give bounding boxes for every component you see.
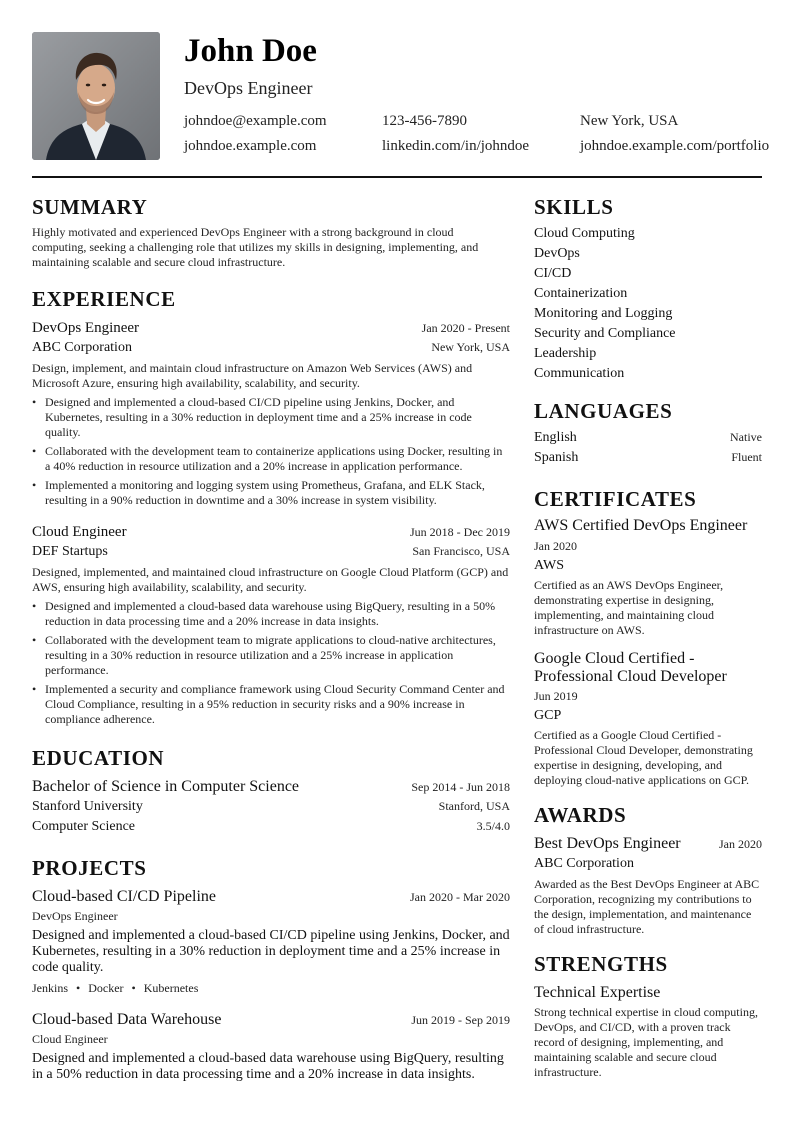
projects-section xyxy=(32,855,510,1083)
project-description: Designed and implemented a cloud-based CI/CD pipeline using Jenkins, Docker, and Kubernetes, resulting in a 30% reduction in deployment time and a 25% increase in code quality. xyxy=(32,928,510,975)
award-description: Awarded as the Best DevOps Engineer at ABC Corporation, recognizing my contributions to the design, implementation, and maintenance of cloud infrastructure. xyxy=(534,877,760,936)
awards-section xyxy=(534,802,762,937)
project-tags xyxy=(32,981,510,996)
skill-item: Containerization xyxy=(534,286,628,301)
project-name: Cloud-based Data Warehouse xyxy=(32,1011,222,1028)
summary-heading: SUMMARY xyxy=(32,195,148,219)
candidate-name: John Doe xyxy=(184,33,317,69)
education-section xyxy=(32,745,510,837)
project-item xyxy=(32,1010,510,1083)
project-role: Cloud Engineer xyxy=(32,1032,108,1046)
projects-heading: PROJECTS xyxy=(32,856,147,880)
languages-heading: LANGUAGES xyxy=(534,399,673,423)
skills-heading: SKILLS xyxy=(534,195,614,219)
job-company: ABC Corporation xyxy=(32,340,132,355)
skills-list xyxy=(534,224,762,384)
project-tag: Jenkins xyxy=(32,981,68,995)
certificate-issuer: AWS xyxy=(534,558,564,573)
certificate-name: Google Cloud Certified - Professional Cloud Developer xyxy=(534,650,727,685)
skills-section xyxy=(534,194,762,384)
job-bullets xyxy=(32,599,510,727)
tag-separator: • xyxy=(76,981,81,995)
sidebar-column xyxy=(534,194,762,1080)
project-role: DevOps Engineer xyxy=(32,909,118,923)
certificate-date: Jan 2020 xyxy=(534,539,577,553)
skill-item: CI/CD xyxy=(534,266,572,281)
project-dates: Jan 2020 - Mar 2020 xyxy=(410,890,510,904)
email-link[interactable]: johndoe@example.com xyxy=(184,113,327,129)
phone-number[interactable]: 123-456-7890 xyxy=(382,113,467,129)
award-organization: ABC Corporation xyxy=(534,856,634,871)
experience-item xyxy=(32,522,510,727)
project-tag: Kubernetes xyxy=(143,981,199,995)
strengths-section xyxy=(534,951,762,1080)
profile-photo xyxy=(32,32,160,160)
job-role: Cloud Engineer xyxy=(32,524,127,540)
skill-item: Security and Compliance xyxy=(534,326,676,341)
languages-section xyxy=(534,398,762,468)
school-location: Stanford, USA xyxy=(438,799,510,813)
job-dates: Jan 2020 - Present xyxy=(421,321,510,335)
certificate-item xyxy=(534,516,762,638)
award-date: Jan 2020 xyxy=(719,837,762,851)
website-link[interactable]: johndoe.example.com xyxy=(184,138,317,154)
project-name: Cloud-based CI/CD Pipeline xyxy=(32,888,216,905)
resume-header xyxy=(32,32,770,160)
portfolio-link[interactable]: johndoe.example.com/portfolio xyxy=(580,138,770,154)
header-divider xyxy=(32,176,762,178)
experience-heading: EXPERIENCE xyxy=(32,287,176,311)
main-column xyxy=(32,194,510,1083)
degree-name: Bachelor of Science in Computer Science xyxy=(32,778,300,795)
skill-item: Leadership xyxy=(534,346,597,361)
summary-section xyxy=(32,194,510,270)
job-bullet: • Collaborated with the development team to containerize applications using Docker, resulting in a 40% reduction in resource utilization and a 20% increase in application performance. xyxy=(32,444,510,474)
certificate-item xyxy=(534,650,762,788)
location-text: New York, USA xyxy=(580,113,679,129)
certificate-date: Jun 2019 xyxy=(534,689,578,703)
skill-item: DevOps xyxy=(534,246,580,261)
linkedin-link[interactable]: linkedin.com/in/johndoe xyxy=(382,138,530,154)
job-dates: Jun 2018 - Dec 2019 xyxy=(410,525,510,539)
job-bullets xyxy=(32,395,510,508)
strength-description: Strong technical expertise in cloud computing, DevOps, and CI/CD, with a proven track record of designing, implementing, and maintaining scalable and secure cloud infrastructure. xyxy=(534,1005,758,1079)
project-description: Designed and implemented a cloud-based data warehouse using BigQuery, resulting in a 50% reduction in data processing time and a 20% increase in data insights. xyxy=(32,1051,504,1082)
job-location: San Francisco, USA xyxy=(412,544,510,558)
tag-separator: • xyxy=(131,981,136,995)
job-description: Design, implement, and maintain cloud infrastructure on Amazon Web Services (AWS) and Microsoft Azure, ensuring high availability, scalability, and security. xyxy=(32,361,473,390)
job-bullet: • Implemented a security and compliance framework using Cloud Security Command Center and Cloud Compliance, resulting in a 95% reduction in security risks and a 90% increase in compliance adherence. xyxy=(32,682,510,727)
award-name: Best DevOps Engineer xyxy=(534,835,681,852)
experience-section xyxy=(32,286,510,727)
language-name: Spanish xyxy=(534,450,579,465)
awards-heading: AWARDS xyxy=(534,803,627,827)
language-name: English xyxy=(534,430,577,445)
certificates-heading: CERTIFICATES xyxy=(534,487,697,511)
school-name: Stanford University xyxy=(32,799,143,814)
candidate-title: DevOps Engineer xyxy=(184,78,313,98)
job-bullet: • Collaborated with the development team to migrate applications to cloud-native architectures, resulting in a 30% reduction in resource utilization and a 25% increase in application performance. xyxy=(32,633,510,678)
certificate-description: Certified as a Google Cloud Certified - Professional Cloud Developer, demonstrating expertise in designing, developing, and deploying cloud-native applications on GCP. xyxy=(534,728,753,787)
experience-item xyxy=(32,318,510,508)
project-item xyxy=(32,887,510,996)
language-level: Native xyxy=(730,430,762,444)
job-bullet: • Designed and implemented a cloud-based data warehouse using BigQuery, resulting in a 50% reduction in data processing time and a 20% increase in data insights. xyxy=(32,599,510,629)
education-heading: EDUCATION xyxy=(32,746,165,770)
project-dates: Jun 2019 - Sep 2019 xyxy=(411,1013,510,1027)
skill-item: Communication xyxy=(534,366,625,381)
contact-info xyxy=(184,109,770,159)
language-level: Fluent xyxy=(731,450,762,464)
project-tag: Docker xyxy=(88,981,124,995)
certificates-section xyxy=(534,486,762,788)
education-dates: Sep 2014 - Jun 2018 xyxy=(411,780,510,794)
job-location: New York, USA xyxy=(431,340,510,354)
job-bullet: • Implemented a monitoring and logging system using Prometheus, Grafana, and ELK Stack, resulting in a 90% reduction in downtime and a 30% increase in system visibility. xyxy=(32,478,510,508)
job-bullet: • Designed and implemented a cloud-based CI/CD pipeline using Jenkins, Docker, and Kubernetes, resulting in a 30% reduction in deployment time and a 25% increase in code quality. xyxy=(32,395,510,440)
skill-item: Monitoring and Logging xyxy=(534,306,673,321)
job-company: DEF Startups xyxy=(32,544,108,559)
strength-name: Technical Expertise xyxy=(534,984,661,1001)
certificate-issuer: GCP xyxy=(534,708,562,723)
summary-text: Highly motivated and experienced DevOps Engineer with a strong background in cloud computing, seeking a challenging role that utilizes my skills in designing, implementing, and maintaining scalable and secure cloud infrastructure. xyxy=(32,225,479,269)
strengths-heading: STRENGTHS xyxy=(534,952,668,976)
job-role: DevOps Engineer xyxy=(32,320,140,336)
certificate-description: Certified as an AWS DevOps Engineer, demonstrating expertise in designing, implementing, and maintaining cloud infrastructure on AWS. xyxy=(534,578,724,637)
field-of-study: Computer Science xyxy=(32,819,136,834)
certificate-name: AWS Certified DevOps Engineer xyxy=(534,517,748,534)
skill-item: Cloud Computing xyxy=(534,226,635,241)
gpa-value: 3.5/4.0 xyxy=(476,819,510,833)
job-description: Designed, implemented, and maintained cloud infrastructure on Google Cloud Platform (GCP) and AWS, ensuring high availability, scalability, and security. xyxy=(32,565,509,594)
